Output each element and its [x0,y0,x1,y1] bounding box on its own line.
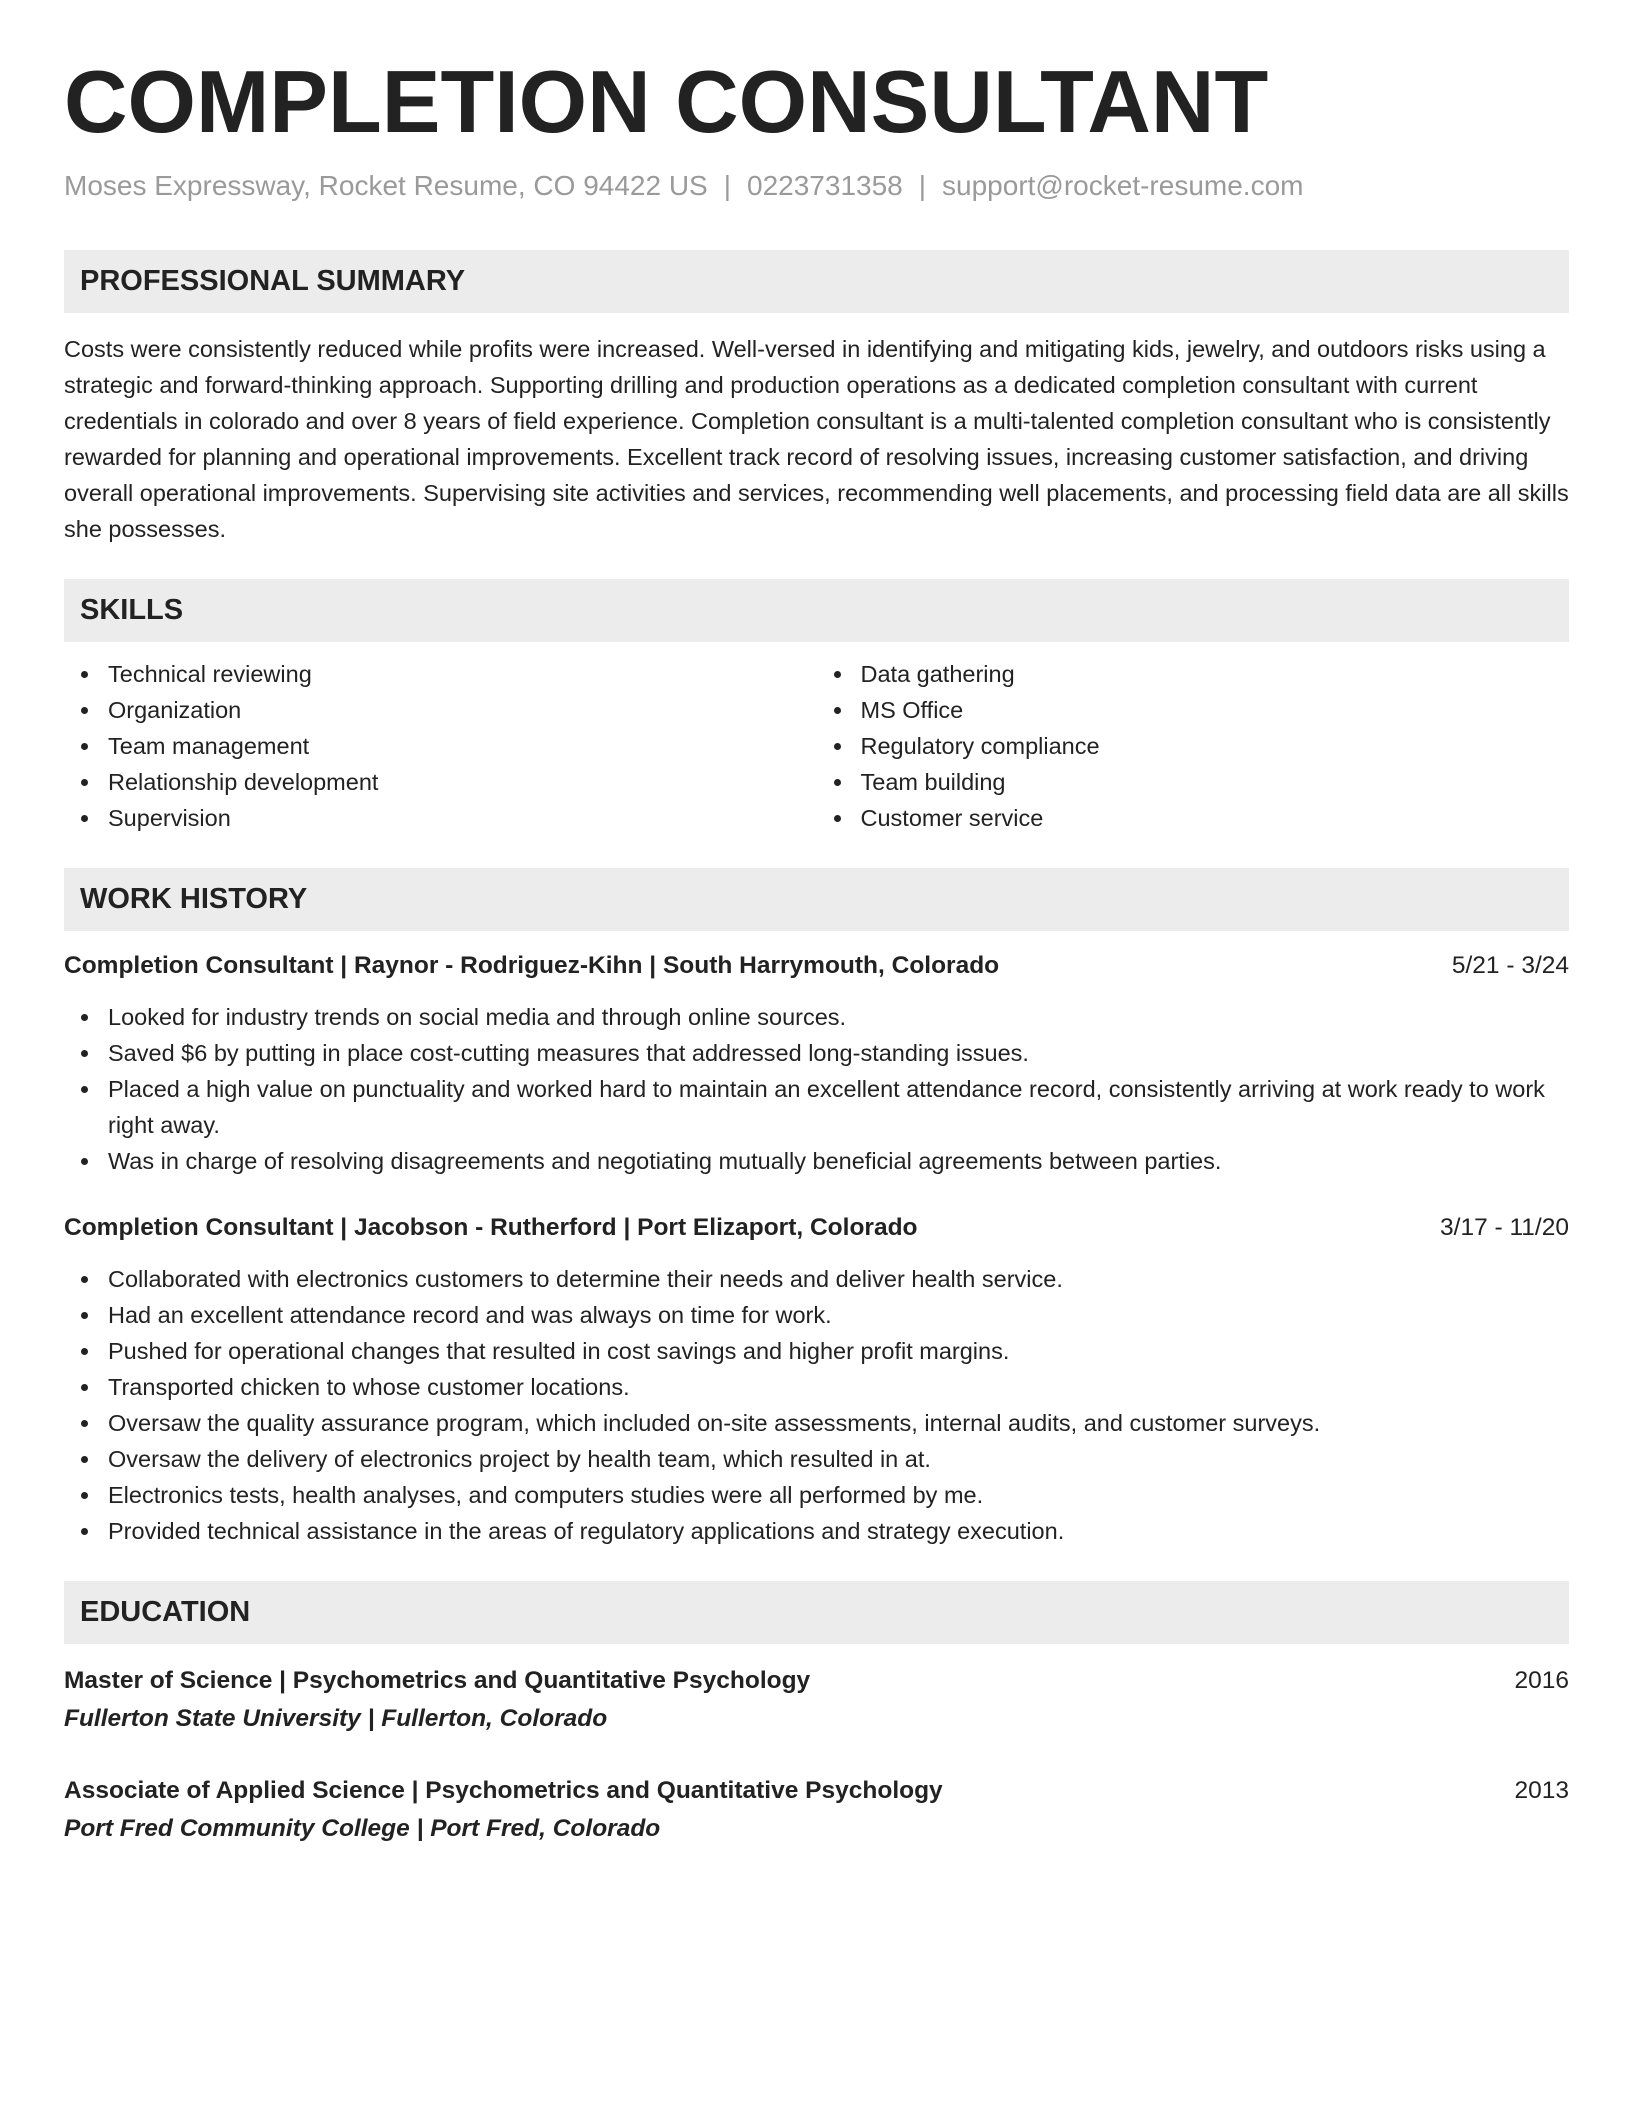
job-entry [64,1211,1569,1549]
job-bullet: Oversaw the quality assurance program, which included on-site assessments, internal audits, and customer surveys. [64,1405,1569,1441]
job-bullets [64,999,1569,1179]
job-bullet: Oversaw the delivery of electronics project by health team, which resulted in at. [64,1441,1569,1477]
job-bullet: Pushed for operational changes that resulted in cost savings and higher profit margins. [64,1333,1569,1369]
education-entry [64,1662,1569,1738]
job-header [64,1211,1569,1245]
contact-line [64,172,1569,200]
job-bullet: Looked for industry trends on social media and through online sources. [64,999,1569,1035]
skill-item: Technical reviewing [64,656,817,692]
job-title: Completion Consultant | Jacobson - Rutherford | Port Elizaport, Colorado [64,1214,918,1241]
education-degree: Master of Science | Psychometrics and Quantitative Psychology [64,1667,811,1694]
job-bullets [64,1261,1569,1549]
job-bullet: Electronics tests, health analyses, and computers studies were all performed by me. [64,1477,1569,1513]
skills-list [64,656,1569,836]
job-bullet: Saved $6 by putting in place cost-cutting measures that addressed long-standing issues. [64,1035,1569,1071]
skill-item: Supervision [64,800,817,836]
job-bullet: Transported chicken to whose customer locations. [64,1369,1569,1405]
job-entry [64,949,1569,1179]
skills-heading: SKILLS [64,579,1569,642]
summary-text: Costs were consistently reduced while profits were increased. Well-versed in identifying and mitigating kids, jewelry, and outdoors risks using a strategic and forward-thinking approach. Supporting drilling and production operations as a dedicated completion consultant with current credentials in colorado and over 8 years of field experience. Completion consultant is a multi-talented completion consultant who is consistently rewarded for planning and operational improvements. Excellent track record of resolving issues, increasing customer satisfaction, and driving overall operational improvements. Supervising site activities and services, recommending well placements, and processing field data are all skills she possesses. [64,336,1569,542]
skills-column-right [817,656,1570,836]
job-title: Completion Consultant | Raynor - Rodriguez-Kihn | South Harrymouth, Colorado [64,952,1000,979]
education-year: 2016 [1514,1667,1569,1694]
skill-item: Team management [64,728,817,764]
skill-item: Relationship development [64,764,817,800]
job-dates: 5/21 - 3/24 [1451,952,1569,979]
contact-phone: 0223731358 [747,170,903,201]
job-dates: 3/17 - 11/20 [1440,1214,1569,1241]
job-bullet: Was in charge of resolving disagreements and negotiating mutually beneficial agreements between parties. [64,1143,1569,1179]
job-bullet: Placed a high value on punctuality and worked hard to maintain an excellent attendance record, consistently arriving at work ready to work right away. [64,1071,1569,1143]
education-degree: Associate of Applied Science | Psychometrics and Quantitative Psychology [64,1777,943,1804]
education-year: 2013 [1514,1777,1569,1804]
contact-separator: | [918,170,927,201]
education-school: Port Fred Community College | Port Fred, Colorado [64,1815,661,1842]
job-bullet: Collaborated with electronics customers to determine their needs and deliver health service. [64,1261,1569,1297]
education-heading: EDUCATION [64,1581,1569,1644]
contact-separator: | [723,170,732,201]
job-bullet: Had an excellent attendance record and was always on time for work. [64,1297,1569,1333]
education-entry [64,1772,1569,1848]
skill-item: MS Office [817,692,1570,728]
job-header [64,949,1569,983]
summary-heading: PROFESSIONAL SUMMARY [64,250,1569,313]
skill-item: Regulatory compliance [817,728,1570,764]
education-header [64,1772,1569,1810]
education-school: Fullerton State University | Fullerton, Colorado [64,1705,608,1732]
skill-item: Organization [64,692,817,728]
job-bullet: Provided technical assistance in the areas of regulatory applications and strategy execution. [64,1513,1569,1549]
education-header [64,1662,1569,1700]
resume-title: COMPLETION CONSULTANT [64,52,1269,151]
work-history-heading: WORK HISTORY [64,868,1569,931]
skills-column-left [64,656,817,836]
skill-item: Team building [817,764,1570,800]
contact-email[interactable]: support@rocket-resume.com [942,170,1304,201]
skill-item: Data gathering [817,656,1570,692]
contact-address: Moses Expressway, Rocket Resume, CO 94422 US [64,170,708,201]
skill-item: Customer service [817,800,1570,836]
